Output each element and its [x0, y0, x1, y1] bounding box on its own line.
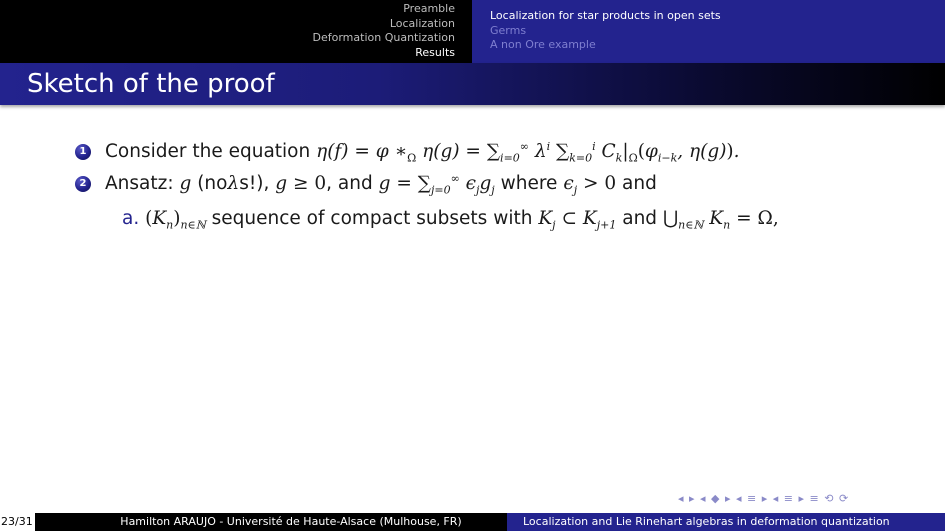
footline	[0, 513, 945, 531]
page-number: 23/31	[0, 513, 35, 531]
footer-talk-title: Localization and Lie Rinehart algebras in deformation quantization	[507, 513, 945, 531]
subitem-a-and: and	[622, 208, 658, 229]
frame-title: Sketch of the proof	[27, 69, 275, 99]
item-2-and: , and	[326, 173, 373, 194]
math-g: g	[179, 173, 192, 194]
math-union: $⋃_{n\in ℕ}$ $K_n = \Omega$,	[662, 208, 779, 232]
nav-section-results[interactable]: Results	[415, 45, 455, 59]
nav-subsection-germs[interactable]: Germs	[490, 23, 527, 37]
item-1-prefix: Consider the equation	[105, 141, 311, 162]
nav-section-deformation-quantization[interactable]: Deformation Quantization	[312, 31, 455, 44]
item-2-no: (no	[197, 173, 228, 194]
enumerate-bullet-2: 2	[75, 176, 91, 192]
nav-section-localization[interactable]: Localization	[389, 16, 455, 30]
subsection-nav	[472, 0, 945, 63]
math-epsilon-positive: $\epsilon_j > 0$	[563, 173, 617, 197]
math-lambda: λ	[227, 173, 240, 194]
subitem-a	[122, 207, 779, 231]
equation-1: η(f) = φ $∗_\Omega$ $\eta(g) = \sum_{i=0}^\infty$ $\lambda^i$ $\sum_{k=0}^i$ $C_k|_\Omega(\varphi_{i-k}$, η(g)).	[316, 139, 740, 165]
nav-subsection-localization-star-products[interactable]: Localization for star products in open sets	[490, 9, 721, 22]
footer-author: Hamilton ARAUJO - Université de Haute-Alsace (Mulhouse, FR)	[35, 513, 507, 531]
item-1	[105, 140, 740, 164]
item-2	[105, 172, 657, 196]
navigation-symbols[interactable]: ◂ ▸ ◂ ◆ ▸ ◂ ≡ ▸ ◂ ≡ ▸ ≡ ⟲ ⟳	[678, 492, 850, 505]
nav-subsection-non-ore-example[interactable]: A non Ore example	[490, 38, 596, 51]
math-g-geq-zero: g ≥ 0	[275, 173, 327, 194]
item-2-where: where	[500, 173, 558, 194]
subitem-a-label: a.	[122, 208, 140, 229]
subitem-a-seq: sequence of compact subsets with	[211, 208, 533, 229]
headline-nav	[0, 0, 945, 63]
item-2-s: s!),	[239, 173, 270, 194]
nav-section-preamble[interactable]: Preamble	[403, 2, 455, 15]
item-2-prefix: Ansatz:	[105, 173, 174, 194]
section-nav	[0, 0, 472, 63]
math-kj-subset: $K_j$ ⊂ $K_{j+1}$	[538, 208, 617, 232]
enumerate-bullet-1: 1	[75, 144, 91, 160]
item-2-and2: and	[622, 173, 657, 194]
frame-title-bar	[0, 63, 945, 105]
math-g-sum: $g = \sum_{j=0}^\infty$ $\epsilon_jg_j$	[378, 171, 495, 197]
math-kn-sequence: $(K_n)_{n\in ℕ}$	[145, 208, 206, 232]
